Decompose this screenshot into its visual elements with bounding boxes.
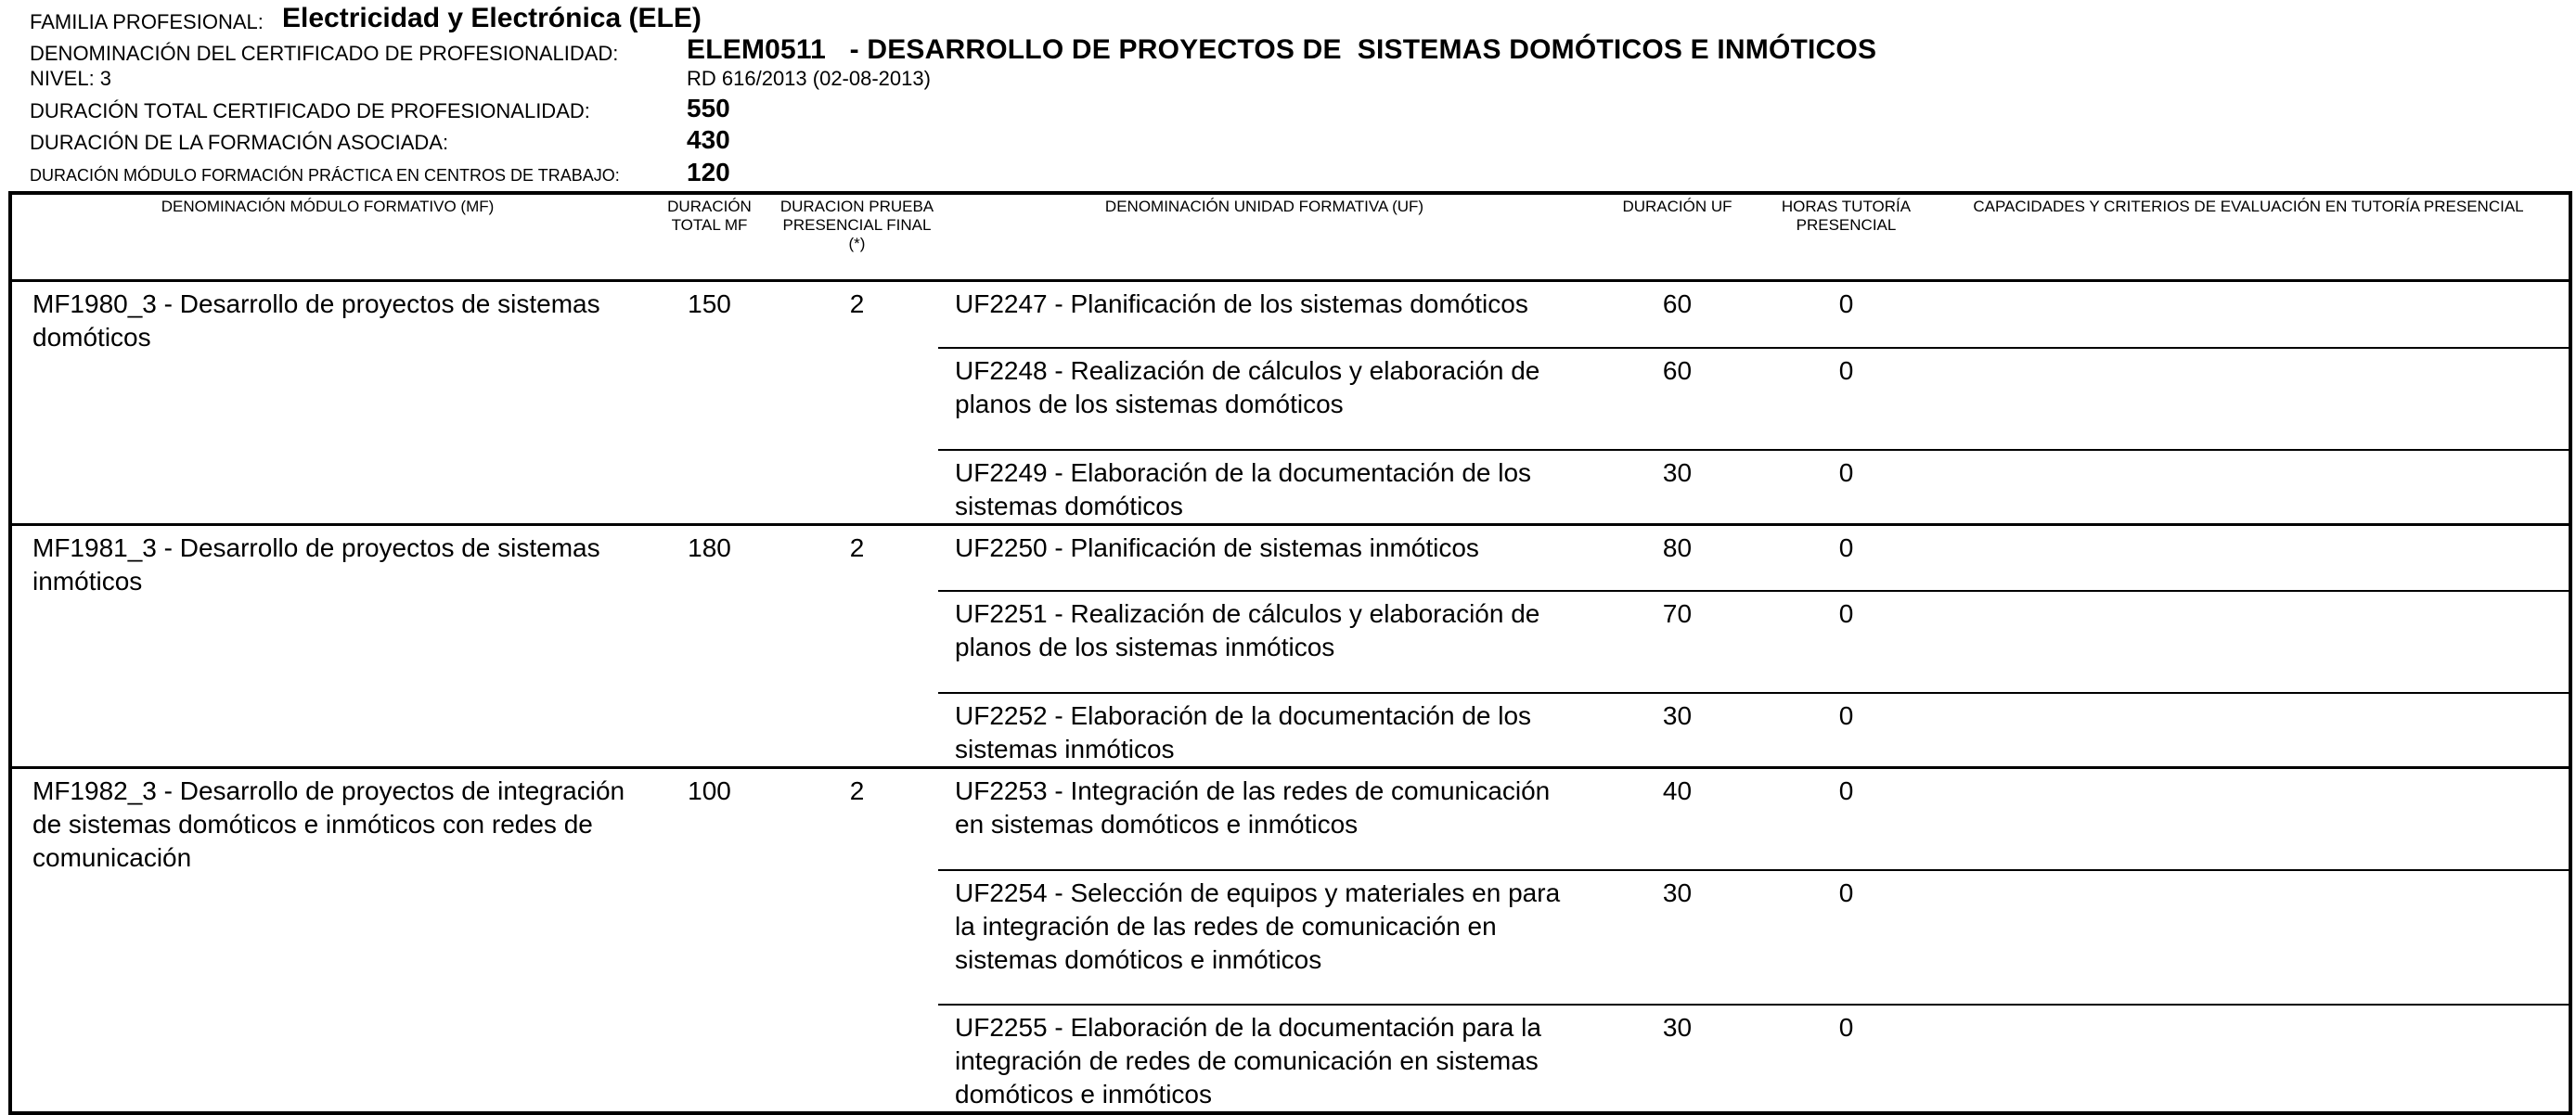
duracion-total-label: DURACIÓN TOTAL CERTIFICADO DE PROFESIONALIDAD: (30, 99, 590, 122)
unit-name: UF2251 - Realización de cálculos y elaboración de planos de los sistemas inmóticos (938, 591, 1591, 693)
table-header-row (10, 193, 2570, 281)
document-header (0, 0, 2576, 191)
col-header-prueba-presencial: DURACION PRUEBA PRESENCIAL FINAL (*) (776, 193, 938, 281)
familia-value: Electricidad y Electrónica (ELE) (282, 3, 702, 33)
unit-duracion: 30 (1591, 870, 1764, 1005)
module-prueba-final: 2 (776, 524, 938, 768)
col-header-horas-tutoria: HORAS TUTORÍA PRESENCIAL (1764, 193, 1928, 281)
unit-name: UF2248 - Realización de cálculos y elaboración de planos de los sistemas domóticos (938, 348, 1591, 450)
unit-name: UF2252 - Elaboración de la documentación de los sistemas inmóticos (938, 693, 1591, 768)
table-row (10, 768, 2570, 870)
unit-name: UF2249 - Elaboración de la documentación de los sistemas domóticos (938, 450, 1591, 525)
unit-capacidades (1928, 450, 2570, 525)
module-prueba-final: 2 (776, 768, 938, 1113)
unit-horas-tutoria: 0 (1764, 768, 1928, 870)
unit-name: UF2250 - Planificación de sistemas inmóticos (938, 524, 1591, 591)
col-header-duracion-total-mf: DURACIÓN TOTAL MF (643, 193, 776, 281)
unit-duracion: 70 (1591, 591, 1764, 693)
unit-horas-tutoria: 0 (1764, 281, 1928, 348)
module-duracion-total: 100 (643, 768, 776, 1113)
duracion-practica-value: 120 (687, 158, 730, 186)
unit-horas-tutoria: 0 (1764, 524, 1928, 591)
familia-label: FAMILIA PROFESIONAL: (30, 10, 264, 33)
unit-capacidades (1928, 348, 2570, 450)
nivel-label: NIVEL: 3 (30, 67, 112, 90)
module-name: MF1981_3 - Desarrollo de proyectos de sistemas inmóticos (10, 524, 643, 768)
unit-duracion: 30 (1591, 450, 1764, 525)
col-header-uf: DENOMINACIÓN UNIDAD FORMATIVA (UF) (938, 193, 1591, 281)
module-name: MF1982_3 - Desarrollo de proyectos de integración de sistemas domóticos e inmóticos con redes de comunicación (10, 768, 643, 1113)
unit-name: UF2254 - Selección de equipos y materiales en para la integración de las redes de comunicación en sistemas domóticos e inmóticos (938, 870, 1591, 1005)
unit-duracion: 60 (1591, 348, 1764, 450)
module-name: MF1980_3 - Desarrollo de proyectos de sistemas domóticos (10, 281, 643, 525)
duracion-formacion-label: DURACIÓN DE LA FORMACIÓN ASOCIADA: (30, 131, 449, 154)
rd-value: RD 616/2013 (02-08-2013) (687, 67, 931, 90)
unit-horas-tutoria: 0 (1764, 450, 1928, 525)
duracion-total-value: 550 (687, 94, 730, 122)
unit-capacidades (1928, 281, 2570, 348)
denominacion-label: DENOMINACIÓN DEL CERTIFICADO DE PROFESIONALIDAD: (30, 42, 619, 65)
duracion-formacion-value: 430 (687, 125, 730, 154)
unit-duracion: 60 (1591, 281, 1764, 348)
col-header-duracion-uf: DURACIÓN UF (1591, 193, 1764, 281)
unit-capacidades (1928, 524, 2570, 591)
unit-horas-tutoria: 0 (1764, 591, 1928, 693)
unit-capacidades (1928, 1005, 2570, 1113)
duracion-practica-label: DURACIÓN MÓDULO FORMACIÓN PRÁCTICA EN CENTROS DE TRABAJO: (30, 166, 620, 185)
unit-duracion: 40 (1591, 768, 1764, 870)
training-modules-table (8, 191, 2572, 1115)
unit-horas-tutoria: 0 (1764, 693, 1928, 768)
unit-name: UF2255 - Elaboración de la documentación para la integración de redes de comunicación en sistemas domóticos e inmóticos (938, 1005, 1591, 1113)
module-duracion-total: 150 (643, 281, 776, 525)
unit-capacidades (1928, 768, 2570, 870)
unit-duracion: 80 (1591, 524, 1764, 591)
table-row (10, 281, 2570, 348)
unit-horas-tutoria: 0 (1764, 1005, 1928, 1113)
unit-horas-tutoria: 0 (1764, 870, 1928, 1005)
col-header-capacidades: CAPACIDADES Y CRITERIOS DE EVALUACIÓN EN TUTORÍA PRESENCIAL (1928, 193, 2570, 281)
unit-name: UF2253 - Integración de las redes de comunicación en sistemas domóticos e inmóticos (938, 768, 1591, 870)
unit-capacidades (1928, 591, 2570, 693)
unit-duracion: 30 (1591, 1005, 1764, 1113)
certificate-title: ELEM0511 - DESARROLLO DE PROYECTOS DE SISTEMAS DOMÓTICOS E INMÓTICOS (687, 34, 1877, 65)
unit-name: UF2247 - Planificación de los sistemas domóticos (938, 281, 1591, 348)
unit-duracion: 30 (1591, 693, 1764, 768)
unit-capacidades (1928, 870, 2570, 1005)
module-prueba-final: 2 (776, 281, 938, 525)
unit-horas-tutoria: 0 (1764, 348, 1928, 450)
table-row (10, 524, 2570, 591)
module-duracion-total: 180 (643, 524, 776, 768)
unit-capacidades (1928, 693, 2570, 768)
col-header-mf: DENOMINACIÓN MÓDULO FORMATIVO (MF) (10, 193, 643, 281)
